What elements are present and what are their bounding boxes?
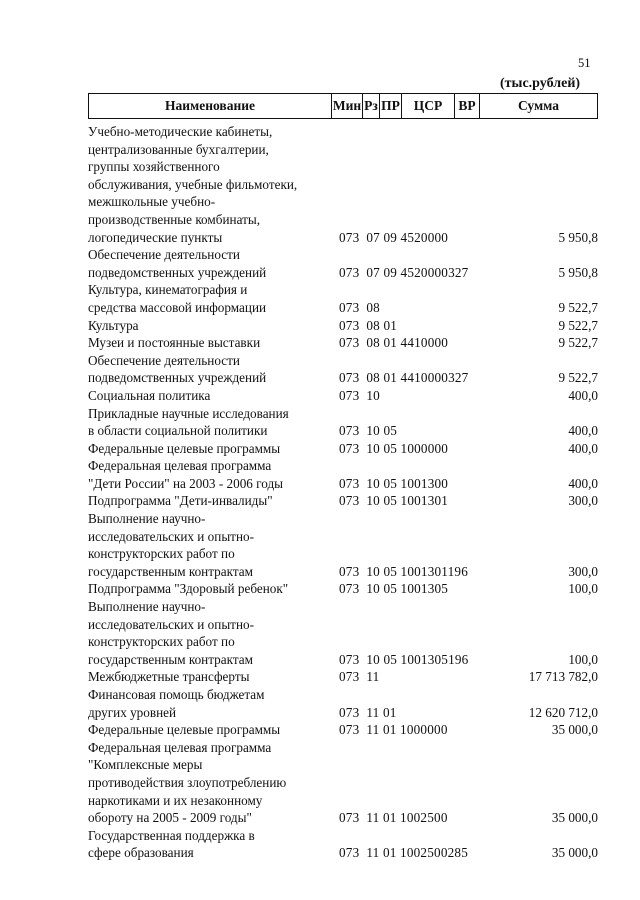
row-amount: 400,0 bbox=[568, 423, 598, 439]
row-amount: 12 620 712,0 bbox=[528, 704, 598, 720]
row-code: 073 10 05 bbox=[339, 423, 398, 439]
table-row bbox=[88, 246, 598, 281]
row-code: 073 07 09 4520000327 bbox=[339, 264, 469, 280]
header-ministry: Мин bbox=[332, 94, 363, 118]
table-header bbox=[88, 93, 598, 119]
row-code: 073 08 01 4410000327 bbox=[339, 370, 469, 386]
table-row bbox=[88, 721, 598, 739]
row-code: 073 11 01 bbox=[339, 704, 397, 720]
row-amount: 35 000,0 bbox=[551, 810, 598, 826]
row-code: 073 08 01 bbox=[339, 317, 398, 333]
row-code: 073 07 09 4520000 bbox=[339, 229, 449, 245]
table-row bbox=[88, 580, 598, 598]
row-name: Подпрограмма "Дети-инвалиды" bbox=[88, 493, 273, 509]
table-row bbox=[88, 739, 598, 827]
row-name: Межбюджетные трансферты bbox=[88, 669, 250, 685]
row-code: 073 10 05 1001305 bbox=[339, 581, 449, 597]
row-name: Обеспечение деятельности подведомственных учреждений bbox=[88, 352, 267, 386]
row-code: 073 11 01 1002500 bbox=[339, 810, 448, 826]
row-code: 073 10 05 1000000 bbox=[339, 440, 449, 456]
table-row bbox=[88, 440, 598, 458]
row-amount: 100,0 bbox=[568, 651, 598, 667]
table-row bbox=[88, 492, 598, 510]
row-name: Финансовая помощь бюджетам других уровней bbox=[88, 687, 265, 720]
row-code: 073 10 05 1001301196 bbox=[339, 563, 468, 579]
row-code: 073 10 bbox=[339, 387, 380, 403]
row-amount: 300,0 bbox=[568, 563, 598, 579]
row-name: Выполнение научно- исследовательских и опытно- конструкторских работ по государственным контрактам bbox=[88, 599, 254, 667]
row-code: 073 10 05 1001301 bbox=[339, 493, 449, 509]
table-row bbox=[88, 387, 598, 405]
row-amount: 5 950,8 bbox=[558, 264, 598, 280]
row-name: Федеральная целевая программа "Дети России" на 2003 - 2006 годы bbox=[88, 458, 284, 491]
row-name: Федеральные целевые программы bbox=[88, 722, 281, 738]
table-body bbox=[88, 123, 598, 862]
table-row bbox=[88, 123, 598, 246]
table-row bbox=[88, 686, 598, 721]
row-name: Подпрограмма "Здоровый ребенок" bbox=[88, 581, 289, 597]
header-amount: Сумма bbox=[517, 98, 560, 113]
row-amount: 17 713 782,0 bbox=[528, 669, 598, 685]
row-code: 073 08 01 4410000 bbox=[339, 335, 449, 351]
table-row bbox=[88, 317, 598, 335]
row-amount: 35 000,0 bbox=[551, 845, 598, 861]
header-target-article: ЦСР bbox=[402, 94, 455, 118]
row-amount: 35 000,0 bbox=[551, 722, 598, 738]
header-expense-type: ВР bbox=[455, 94, 480, 118]
row-name: Обеспечение деятельности подведомственных учреждений bbox=[88, 247, 267, 280]
row-code: 073 08 bbox=[339, 299, 380, 315]
row-amount: 9 522,7 bbox=[558, 335, 598, 351]
table-row bbox=[88, 598, 598, 668]
row-amount: 400,0 bbox=[568, 475, 598, 491]
row-amount: 100,0 bbox=[568, 581, 598, 597]
row-amount: 300,0 bbox=[568, 493, 598, 509]
row-code: 073 11 bbox=[339, 669, 380, 685]
row-code: 073 10 05 1001300 bbox=[339, 475, 449, 491]
row-name: Федеральные целевые программы bbox=[88, 440, 281, 456]
table-row bbox=[88, 510, 598, 580]
row-amount: 5 950,8 bbox=[558, 229, 598, 245]
row-name: Учебно-методические кабинеты, централизованные бухгалтерии, группы хозяйственного обслуживания, учебные фильмотеки, межшкольные учебно- производственные комбинаты, логопедические пункты bbox=[88, 124, 298, 245]
table-row bbox=[88, 281, 598, 316]
table-row bbox=[88, 352, 598, 387]
units-label: (тыс.рублей) bbox=[500, 76, 581, 91]
row-amount: 400,0 bbox=[568, 387, 598, 403]
table-row bbox=[88, 827, 598, 862]
table-row bbox=[88, 405, 598, 440]
header-name: Наименование bbox=[89, 94, 332, 118]
row-code: 073 10 05 1001305196 bbox=[339, 651, 469, 667]
row-code: 073 11 01 1002500285 bbox=[339, 845, 468, 861]
table-row bbox=[88, 668, 598, 686]
row-amount: 400,0 bbox=[568, 440, 598, 456]
row-name: Социальная политика bbox=[88, 387, 211, 403]
page-number: 51 bbox=[578, 56, 591, 70]
row-name: Федеральная целевая программа "Комплексные меры противодействия злоупотреблению наркотиками и их незаконному обороту на 2005 - 2009 годы" bbox=[88, 739, 287, 826]
table-row bbox=[88, 457, 598, 492]
table-row bbox=[88, 334, 598, 352]
row-name: Культура, кинематография и средства массовой информации bbox=[88, 282, 267, 315]
row-name: Культура bbox=[88, 317, 139, 333]
header-subsection: ПР bbox=[380, 94, 402, 118]
row-amount: 9 522,7 bbox=[558, 299, 598, 315]
row-name: Музеи и постоянные выставки bbox=[88, 335, 261, 351]
row-code: 073 11 01 1000000 bbox=[339, 722, 448, 738]
row-amount: 9 522,7 bbox=[558, 370, 598, 386]
row-name: Выполнение научно- исследовательских и опытно- конструкторских работ по государственным контрактам bbox=[88, 511, 254, 579]
row-name: Прикладные научные исследования в области социальной политики bbox=[88, 405, 289, 439]
row-name: Государственная поддержка в сфере образования bbox=[88, 827, 255, 861]
row-amount: 9 522,7 bbox=[558, 317, 598, 333]
header-section: Рз bbox=[363, 94, 380, 118]
